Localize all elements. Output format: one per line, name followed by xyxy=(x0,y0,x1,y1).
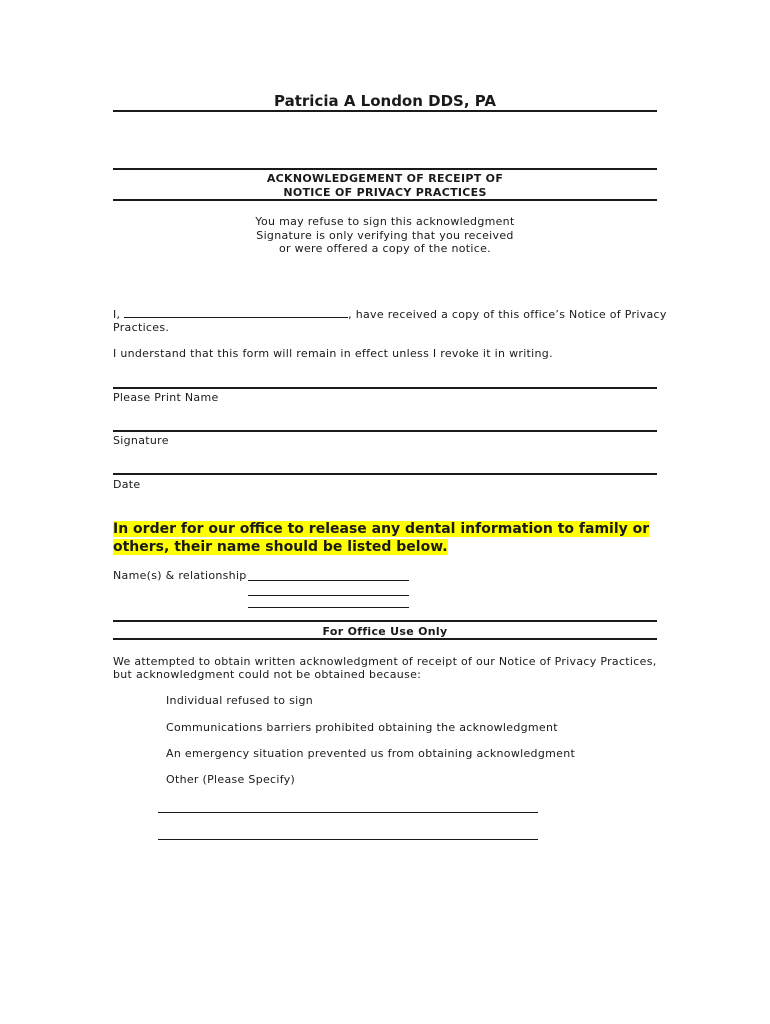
relationship-row xyxy=(113,569,247,583)
reason-emergency[interactable]: An emergency situation prevented us from obtaining acknowledgment xyxy=(166,747,576,760)
reason-communication-barrier[interactable]: Communications barriers prohibited obtaining the acknowledgment xyxy=(166,721,558,734)
office-use-intro-line2: but acknowledgment could not be obtained because: xyxy=(113,668,422,681)
office-use-intro-line1: We attempted to obtain written acknowledgment of receipt of our Notice of Privacy Practices, xyxy=(113,655,657,668)
revocation-statement: I understand that this form will remain in effect unless I revoke it in writing. xyxy=(113,347,553,360)
practice-name: Patricia A London DDS, PA xyxy=(274,92,496,110)
office-use-top-rule xyxy=(113,620,657,622)
print-name-line[interactable] xyxy=(113,387,657,389)
title-bottom-rule xyxy=(113,199,657,201)
office-use-bottom-rule xyxy=(113,638,657,640)
title-top-rule xyxy=(113,168,657,170)
release-line1: In order for our office to release any dental information to family or xyxy=(113,521,650,537)
release-instruction xyxy=(113,521,649,556)
notice-line1: You may refuse to sign this acknowledgment xyxy=(255,215,515,228)
form-title-line2: NOTICE OF PRIVACY PRACTICES xyxy=(283,185,487,199)
form-title xyxy=(113,172,657,199)
header-divider xyxy=(113,110,657,112)
acknowledgment-statement xyxy=(113,308,667,322)
signature-line[interactable] xyxy=(113,430,657,432)
refusal-notice xyxy=(113,215,657,256)
reason-other[interactable]: Other (Please Specify) xyxy=(166,773,296,786)
other-specify-line-1[interactable] xyxy=(158,803,538,813)
other-specify-line-2[interactable] xyxy=(158,830,538,840)
relationship-blank-2[interactable] xyxy=(248,585,409,596)
date-line[interactable] xyxy=(113,473,657,475)
form-title-line1: ACKNOWLEDGEMENT OF RECEIPT OF xyxy=(266,172,504,185)
reason-refused[interactable]: Individual refused to sign xyxy=(166,694,314,707)
ack-prefix: I, xyxy=(113,308,125,321)
signature-label: Signature xyxy=(113,434,169,447)
notice-line3: or were offered a copy of the notice. xyxy=(279,242,491,255)
relationship-label: Name(s) & relationship xyxy=(113,569,247,582)
office-use-heading: For Office Use Only xyxy=(322,625,448,638)
patient-name-blank[interactable] xyxy=(124,308,348,318)
relationship-blank-3[interactable] xyxy=(248,597,409,608)
notice-line2: Signature is only verifying that you received xyxy=(256,228,514,242)
ack-continuation: Practices. xyxy=(113,321,170,334)
relationship-blank-1[interactable] xyxy=(248,570,409,581)
release-line2: others, their name should be listed below. xyxy=(113,538,448,555)
ack-suffix: , have received a copy of this office’s Notice of Privacy xyxy=(348,308,667,321)
print-name-label: Please Print Name xyxy=(113,391,219,404)
date-label: Date xyxy=(113,478,141,491)
